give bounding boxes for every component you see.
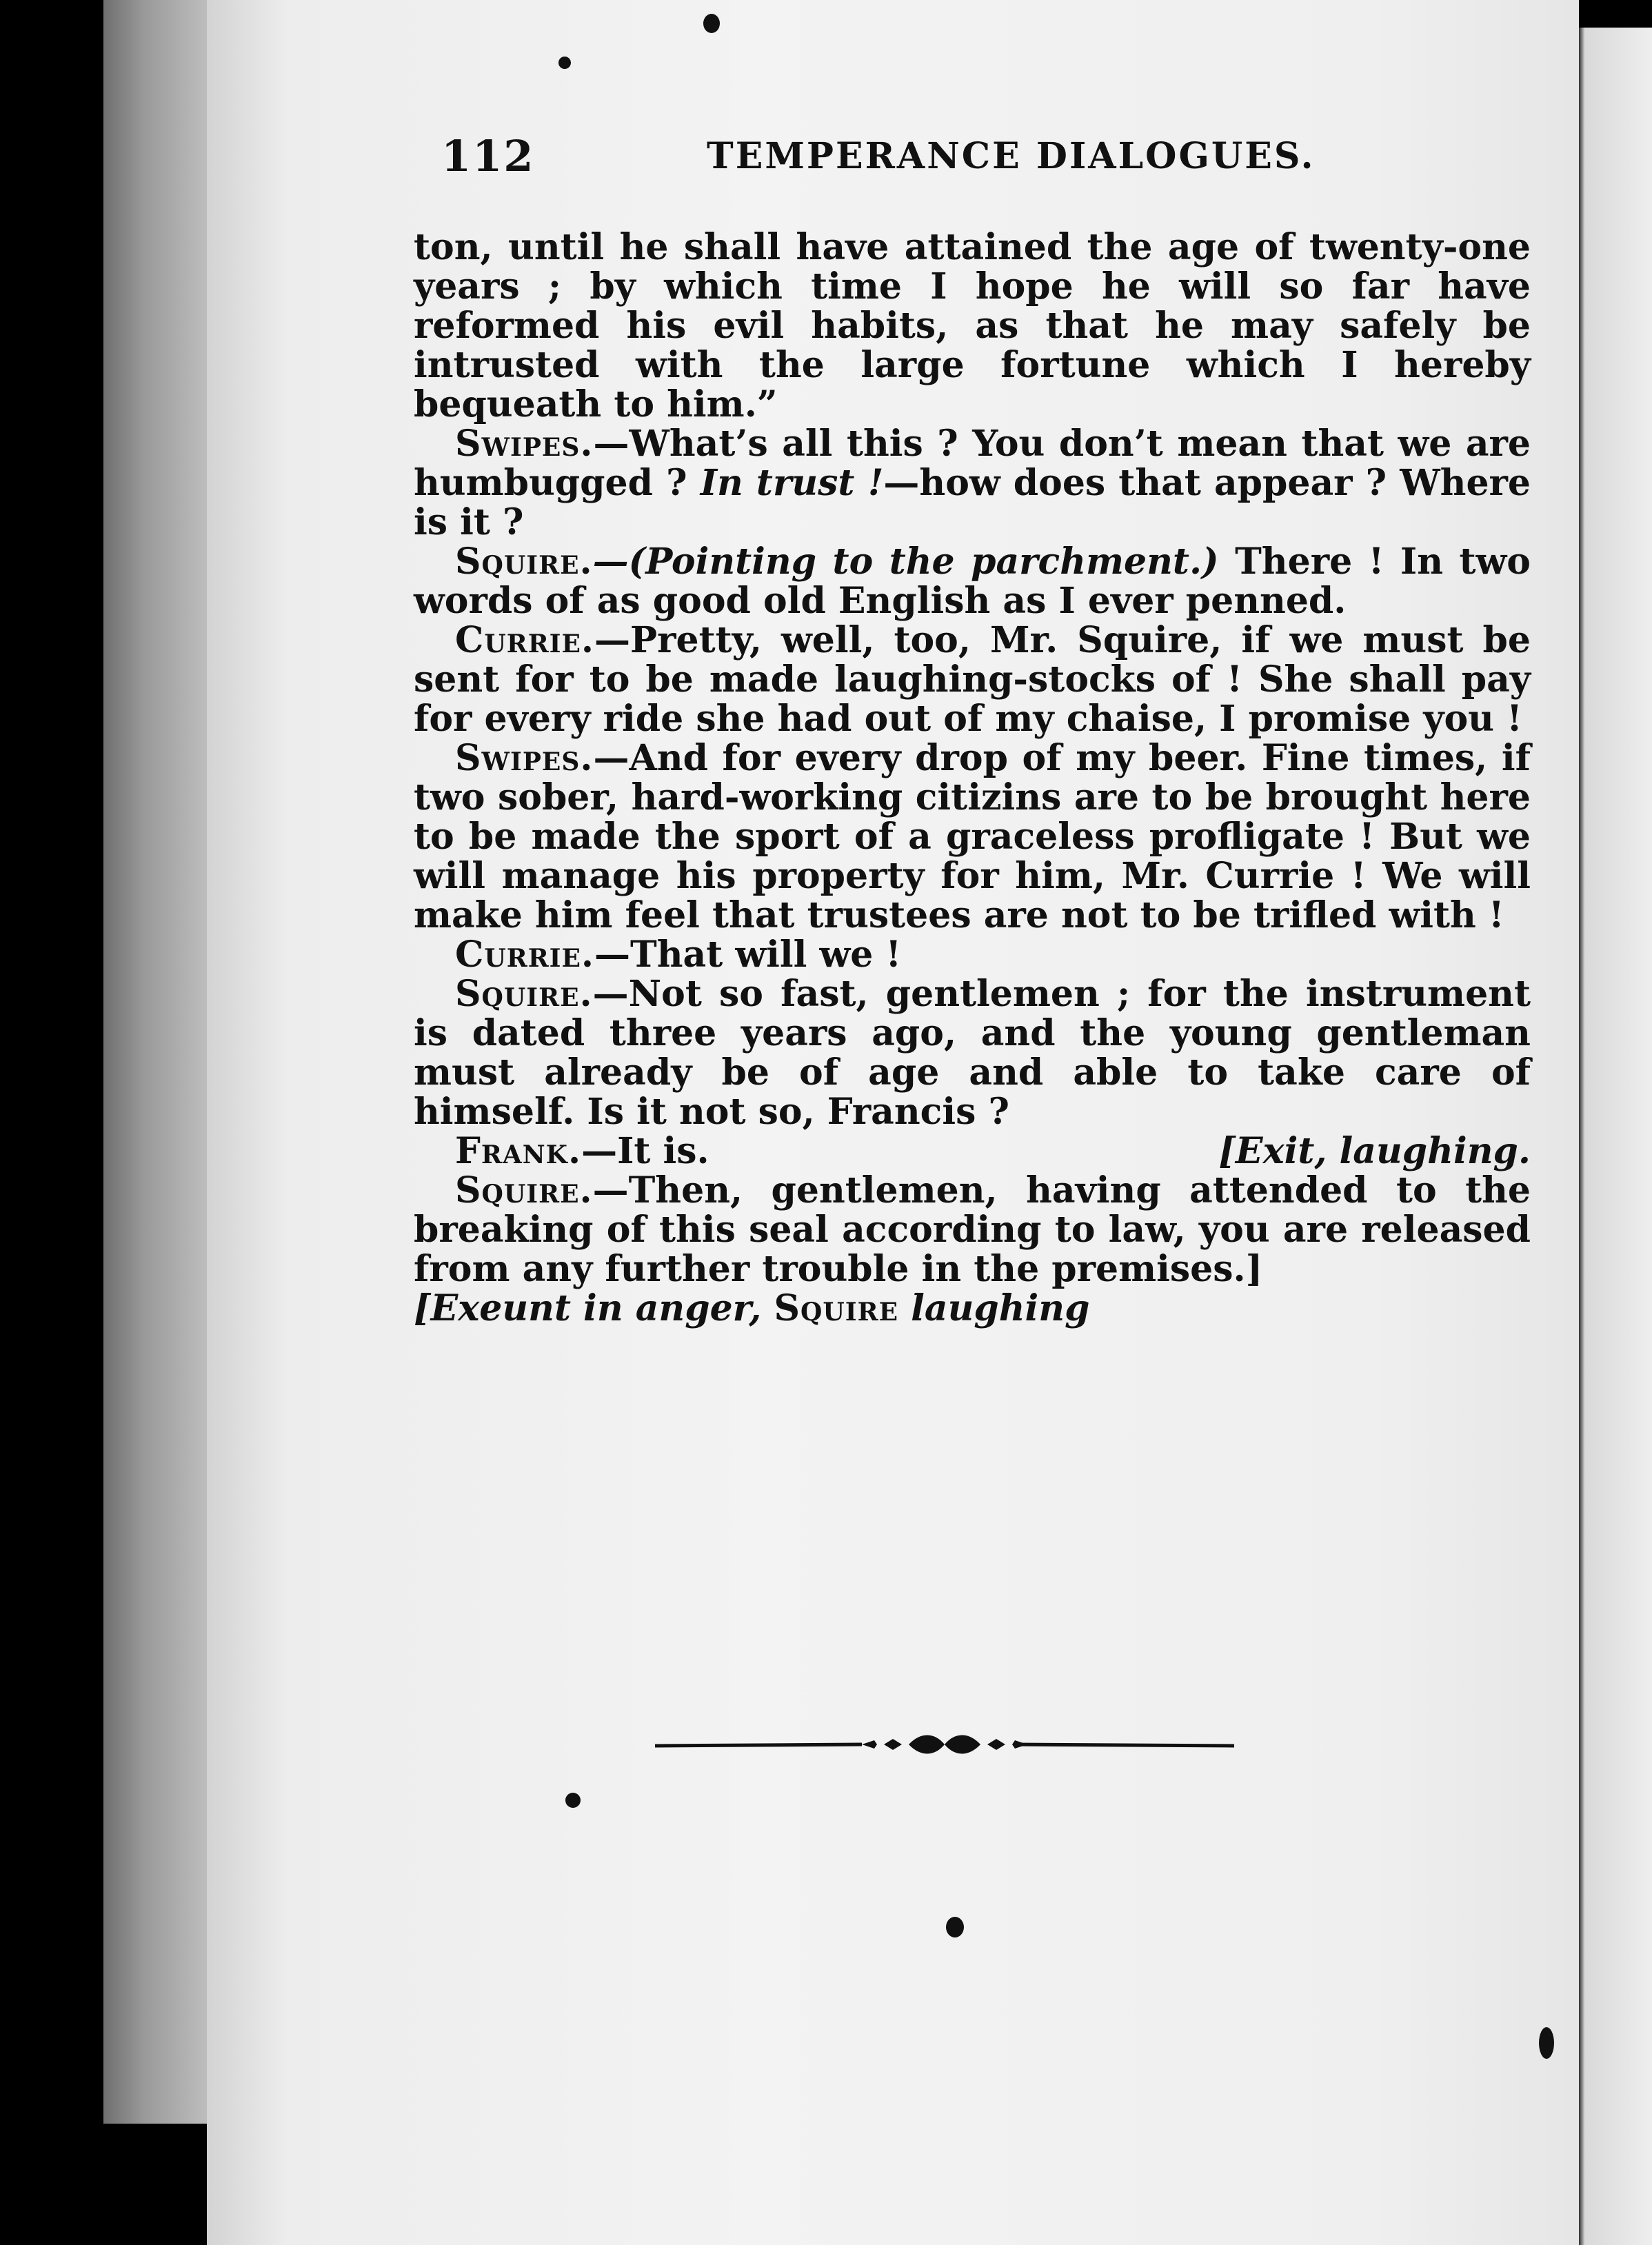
speech-text: —And for every drop of my beer. Fine times, if two sober, hard-working citizins are to be brought here to be made the sport of a graceless profligate ! But we will manage his property for him, Mr. Currie ! We will make him feel that trustees are not to be trifled with ! bbox=[414, 737, 1531, 936]
speech-currie bbox=[414, 621, 1531, 738]
speech-text: —It is. bbox=[581, 1130, 709, 1172]
print-speck bbox=[703, 14, 720, 33]
speech-currie bbox=[414, 935, 1531, 974]
speech-text: There ! In two words of as good old English as I ever penned. bbox=[414, 541, 1531, 622]
speaker-name: Swipes. bbox=[455, 423, 594, 465]
speech-swipes bbox=[414, 738, 1531, 935]
speech-text: —Not so fast, gentlemen ; for the instrument is dated three years ago, and the young gentleman must already be of age and able to take care of himself. Is it not so, Francis ? bbox=[414, 973, 1531, 1133]
character-name: Squire bbox=[774, 1287, 899, 1329]
final-stage-direction bbox=[414, 1289, 1531, 1328]
speech-frank bbox=[414, 1131, 1531, 1171]
stage-direction: [Exeunt in anger, bbox=[414, 1287, 762, 1329]
speaker-name: Currie. bbox=[455, 619, 594, 661]
dialogue-text bbox=[414, 228, 1531, 1328]
ornamental-rule bbox=[655, 1724, 1234, 1765]
stage-direction: laughing bbox=[911, 1287, 1090, 1329]
running-title: TEMPERANCE DIALOGUES. bbox=[707, 135, 1316, 177]
print-speck bbox=[565, 1793, 581, 1808]
print-speck bbox=[946, 1917, 964, 1937]
speech-swipes bbox=[414, 424, 1531, 542]
facing-page-edge bbox=[1579, 28, 1652, 2245]
speaker-name: Squire. bbox=[455, 541, 593, 583]
speech-text: —how does that appear ? Where is it ? bbox=[414, 462, 1531, 543]
speaker-name: Squire. bbox=[455, 973, 593, 1015]
speech-text: —What’s all this ? You don’t mean that we are humbugged ? bbox=[414, 423, 1531, 504]
speech-text: —Then, gentlemen, having attended to the breaking of this seal according to law, you are released from any further trouble in the premises.] bbox=[414, 1169, 1531, 1290]
italic-phrase: In trust ! bbox=[700, 462, 884, 504]
paragraph bbox=[414, 228, 1531, 424]
speaker-name: Squire. bbox=[455, 1169, 593, 1211]
print-speck bbox=[558, 57, 571, 69]
page-number: 112 bbox=[441, 131, 535, 181]
speech-squire bbox=[414, 542, 1531, 621]
stage-direction: —(Pointing to the parchment.) bbox=[592, 541, 1219, 583]
speech-text: —Pretty, well, too, Mr. Squire, if we must be sent for to be made laughing-stocks of ! She shall pay for every ride she had out of my chaise, I promise you ! bbox=[414, 619, 1531, 740]
speaker-name: Swipes. bbox=[455, 737, 594, 779]
speaker-name: Frank. bbox=[455, 1130, 582, 1172]
print-speck bbox=[1539, 2027, 1554, 2059]
book-cover-edge bbox=[103, 0, 207, 2124]
speech-squire bbox=[414, 974, 1531, 1131]
speech-text: —That will we ! bbox=[594, 934, 902, 976]
speech-squire bbox=[414, 1171, 1531, 1289]
paragraph-text: ton, until he shall have attained the age of twenty-one years ; by which time I hope he will so far have reformed his evil habits, as that he may safely be intrusted with the large fortune which I hereby bequeath to him.” bbox=[414, 226, 1531, 425]
speaker-name: Currie. bbox=[455, 934, 594, 976]
running-head bbox=[441, 131, 1558, 193]
stage-direction-exit: [Exit, laughing. bbox=[1218, 1130, 1531, 1172]
